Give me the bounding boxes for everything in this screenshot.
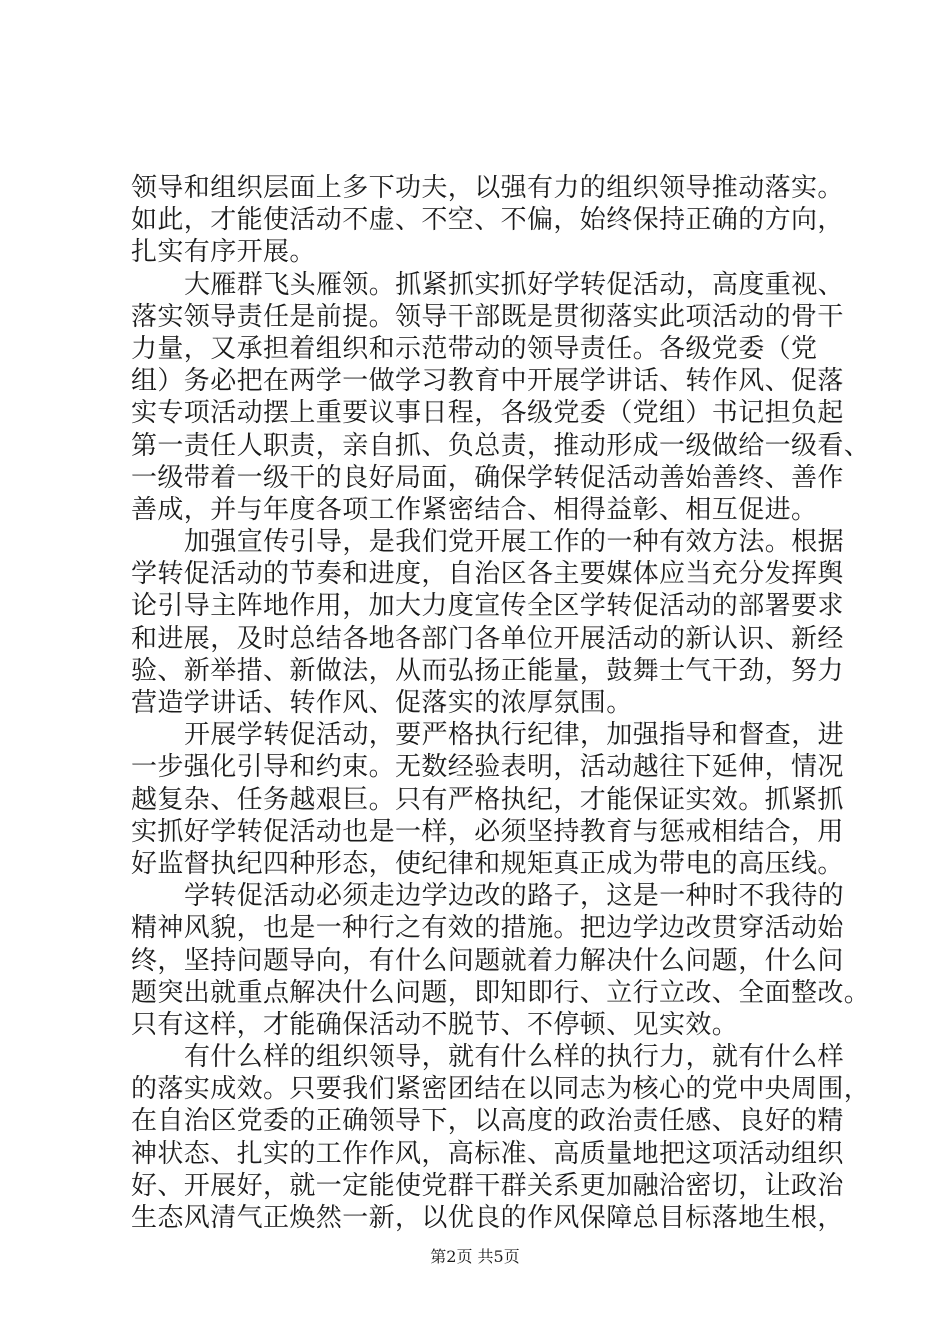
text-line: 开展学转促活动，要严格执行纪律，加强指导和督查，进 xyxy=(184,720,845,751)
paragraph xyxy=(131,1041,871,1234)
text-line: 实抓好学转促活动也是一样，必须坚持教育与惩戒相结合，用 xyxy=(131,816,844,847)
text-line: 验、新举措、新做法，从而弘扬正能量，鼓舞士气干劲，努力 xyxy=(131,655,844,686)
text-line: 的落实成效。只要我们紧密团结在以同志为核心的党中央周围， xyxy=(131,1074,871,1105)
text-line: 大雁群飞头雁领。抓紧抓实抓好学转促活动，高度重视、 xyxy=(184,269,845,300)
text-line: 学转促活动的节奏和进度，自治区各主要媒体应当充分发挥舆 xyxy=(131,559,844,590)
text-line: 和进展，及时总结各地各部门各单位开展活动的新认识、新经 xyxy=(131,623,844,654)
text-line: 实专项活动摆上重要议事日程，各级党委（党组）书记担负起 xyxy=(131,398,844,429)
text-line: 越复杂、任务越艰巨。只有严格执纪，才能保证实效。抓紧抓 xyxy=(131,784,844,815)
text-line: 论引导主阵地作用，加大力度宣传全区学转促活动的部署要求 xyxy=(131,591,844,622)
text-line: 力量，又承担着组织和示范带动的领导责任。各级党委（党 xyxy=(131,333,818,364)
text-line: 落实领导责任是前提。领导干部既是贯彻落实此项活动的骨干 xyxy=(131,301,844,332)
text-line: 题突出就重点解决什么问题，即知即行、立行立改、全面整改。 xyxy=(131,977,871,1008)
text-line: 好监督执纪四种形态，使纪律和规矩真正成为带电的高压线。 xyxy=(131,848,844,879)
document-body xyxy=(131,172,871,1234)
text-line: 神状态、扎实的工作作风，高标准、高质量地把这项活动组织 xyxy=(131,1138,844,1169)
page-footer: 第2页 共5页 xyxy=(430,1247,520,1266)
text-line: 只有这样，才能确保活动不脱节、不停顿、见实效。 xyxy=(131,1009,739,1040)
text-line: 善成，并与年度各项工作紧密结合、相得益彰、相互促进。 xyxy=(131,494,818,525)
text-line: 扎实有序开展。 xyxy=(131,237,316,268)
text-line: 有什么样的组织领导，就有什么样的执行力，就有什么样 xyxy=(184,1042,845,1073)
text-line: 精神风貌，也是一种行之有效的措施。把边学边改贯穿活动始 xyxy=(131,913,844,944)
text-line: 在自治区党委的正确领导下，以高度的政治责任感、良好的精 xyxy=(131,1106,844,1137)
text-line: 学转促活动必须走边学边改的路子，这是一种时不我待的 xyxy=(184,881,845,912)
text-line: 营造学讲话、转作风、促落实的浓厚氛围。 xyxy=(131,688,633,718)
paragraph xyxy=(131,269,871,527)
text-line: 一步强化引导和约束。无数经验表明，活动越往下延伸，情况 xyxy=(131,752,844,783)
paragraph xyxy=(131,880,871,1041)
text-line: 好、开展好，就一定能使党群干群关系更加融洽密切，让政治 xyxy=(131,1170,844,1201)
text-line: 如此，才能使活动不虚、不空、不偏，始终保持正确的方向， xyxy=(131,205,844,236)
text-line: 组）务必把在两学一做学习教育中开展学讲话、转作风、促落 xyxy=(131,366,844,397)
text-line: 生态风清气正焕然一新，以优良的作风保障总目标落地生根， xyxy=(131,1203,844,1233)
text-line: 加强宣传引导，是我们党开展工作的一种有效方法。根据 xyxy=(184,527,845,558)
text-line: 一级带着一级干的良好局面，确保学转促活动善始善终、善作 xyxy=(131,462,844,493)
paragraph xyxy=(131,526,845,719)
text-line: 第一责任人职责，亲自抓、负总责，推动形成一级做给一级看、 xyxy=(131,430,871,461)
paragraph xyxy=(131,172,844,269)
text-line: 领导和组织层面上多下功夫，以强有力的组织领导推动落实。 xyxy=(131,173,844,203)
paragraph xyxy=(131,719,845,880)
text-line: 终，坚持问题导向，有什么问题就着力解决什么问题，什么问 xyxy=(131,945,844,976)
